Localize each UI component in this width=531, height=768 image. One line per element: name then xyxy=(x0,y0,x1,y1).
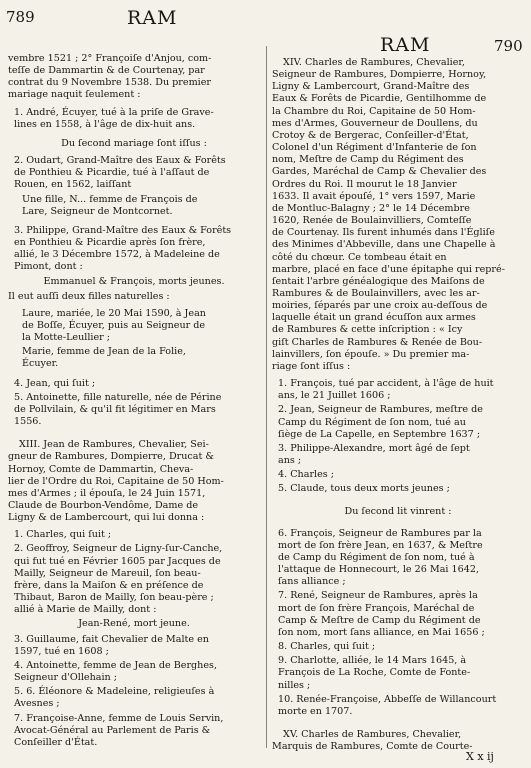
text-line: Eaux & Forêts de Picardie, Gentilhomme de xyxy=(272,93,487,105)
text-line: de Rambures & cette inſcription : « Icy xyxy=(272,324,463,336)
list-item: 5. Antoinette, fille naturelle, née de Périne de Pollvilain, & qu'il fit légitimer en Mars 1556. xyxy=(14,391,222,428)
text-line: Ordres du Roi. Il mourut le 18 Janvier xyxy=(272,178,457,190)
list-item: 4. Jean, qui ſuit ; xyxy=(14,377,96,389)
text-line: de Montluc-Balagny ; 2° le 14 Décembre xyxy=(272,202,470,214)
text-line: giſt Charles de Rambures & Renée de Bou- xyxy=(272,336,483,348)
text-line: ſentait l'arbre généalogique des Maiſons de xyxy=(272,275,485,287)
text-line: lainvillers, ſon épouſe. » Du premier ma- xyxy=(272,348,470,360)
list-item: 2. Oudart, Grand-Maître des Eaux & Forêts de Ponthieu & Picardie, tué à l'aſſaut de Rouen, en 1562, laiſſant xyxy=(14,155,226,191)
list-item: 6. François, Seigneur de Rambures par la mort de ſon frère Jean, en 1637, & Meſtre de Camp du Régiment de ſon nom, tué à l'attaque de Honnecourt, le 26 Mai 1642, ſans alliance ; xyxy=(278,527,483,588)
left-running-title: RAM xyxy=(127,7,178,29)
text-line: Crotoy & de Bergerac, Conſeiller-d'État, xyxy=(272,129,469,141)
text-line: nom, Meſtre de Camp du Régiment des xyxy=(272,154,464,166)
right-page-number: 790 xyxy=(494,37,523,55)
list-item: 8. Charles, qui ſuit ; xyxy=(278,641,376,653)
text-line: Rambures & de Boulainvillers, avec les ar- xyxy=(272,287,480,299)
text-line: de Courtenay. Ils furent inhumés dans l'Égliſe xyxy=(272,227,495,239)
left-page-number: 789 xyxy=(6,8,35,26)
text-line: Gardes, Maréchal de Camp & Chevalier des xyxy=(272,166,487,178)
list-item: 5. Claude, tous deux morts jeunes ; xyxy=(278,483,450,495)
text-line: XV. Charles de Rambures, Chevalier, xyxy=(283,728,462,740)
column-divider xyxy=(266,46,267,748)
text-line: laquelle était un grand écuſſon aux armes xyxy=(272,312,476,324)
text-line: gneur de Rambures, Dompierre, Drucat & xyxy=(8,451,214,463)
text-line: marbre, placé en face d'une épitaphe qui repré- xyxy=(272,263,505,275)
text-line: vembre 1521 ; 2° Françoiſe d'Anjou, com- xyxy=(8,53,212,64)
sub-item: Jean-René, mort jeune. xyxy=(78,618,190,630)
list-item: 3. Philippe-Alexandre, mort âgé de ſept ans ; xyxy=(278,442,470,466)
text-line: 1620, Renée de Boulainvilliers, Comteſſe xyxy=(272,215,472,227)
text-line: mariage naquit ſeulement : xyxy=(8,89,141,101)
sub-item: Une fille, N... femme de François de Lare, Seigneur de Montcornet. xyxy=(22,193,198,217)
text-line: teſſe de Dammartin & de Courtenay, par xyxy=(8,65,205,77)
list-item: 4. Antoinette, femme de Jean de Berghes, Seigneur d'Ollehain ; xyxy=(14,659,217,684)
list-item: 1. Charles, qui ſuit ; xyxy=(14,529,112,541)
text-line: XIV. Charles de Rambures, Chevalier, xyxy=(283,57,465,68)
section-heading: Du ſecond lit vinrent : xyxy=(344,506,452,518)
text-line: mes d'Armes, Gouverneur de Doullens, du xyxy=(272,117,478,129)
text-line: Ligny & de Lambercourt, qui lui donna : xyxy=(8,512,205,524)
list-item: 7. Françoise-Anne, femme de Louis Servin, Avocat-Général au Parlement de Paris & Conſeiller d'État. xyxy=(14,712,224,748)
list-item: 3. Guillaume, fait Chevalier de Malte en 1597, tué en 1608 ; xyxy=(14,633,209,657)
text-line: Colonel d'un Régiment d'Infanterie de ſon xyxy=(272,142,477,154)
list-item: 9. Charlotte, alliée, le 14 Mars 1645, à François de La Roche, Comte de Fonte- nilles ; xyxy=(278,655,471,691)
list-item: 5. 6. Éléonore & Madeleine, religieuſes à Avesnes ; xyxy=(14,686,215,710)
list-item: 1. François, tué par accident, à l'âge de huit ans, le 21 Juillet 1606 ; xyxy=(278,378,494,402)
sub-item: Emmanuel & François, morts jeunes. xyxy=(43,275,225,287)
list-item: 2. Geoffroy, Seigneur de Ligny-ſur-Canche, qui fut tué en Février 1605 par Jacques de Mailly, Seigneur de Mareuil, ſon beau- frère, dans la Maiſon & en préſence de Thibaut, Baron de Mailly, ſon beau-père ; allié à Marie de Mailly, dont : xyxy=(14,543,223,616)
sub-item: Laure, mariée, le 20 Mai 1590, à Jean de Boſſe, Écuyer, puis au Seigneur de la Motte-Leullier ; xyxy=(22,307,206,344)
list-item: 1. André, Écuyer, tué à la priſe de Grave- lines en 1558, à l'âge de dix-huit ans. xyxy=(14,106,214,130)
text-line: XIII. Jean de Rambures, Chevalier, Sei- xyxy=(19,439,209,451)
list-item: 7. René, Seigneur de Rambures, après la mort de ſon frère François, Maréchal de Camp & Meſtre de Camp du Régiment de ſon nom, mort ſans alliance, en Mai 1656 ; xyxy=(278,590,485,638)
right-column xyxy=(272,57,524,753)
list-item: 10. Renée-Françoise, Abbeſſe de Willancourt morte en 1707. xyxy=(278,693,497,717)
text-line: des Minimes d'Abbeville, dans une Chapelle à xyxy=(272,239,496,251)
text-line: contrat du 9 Novembre 1538. Du premier xyxy=(8,77,212,89)
text-line: riage ſont iſſus : xyxy=(272,360,351,372)
text-line: côté du chœur. Ce tombeau était en xyxy=(272,251,447,263)
sub-item: Marie, femme de Jean de la Folie, Écuyer. xyxy=(22,346,186,370)
right-running-title: RAM xyxy=(380,34,431,56)
text-line: lier de l'Ordre du Roi, Capitaine de 50 Hom- xyxy=(8,475,224,487)
text-line: Hornoy, Comte de Dammartin, Cheva- xyxy=(8,463,194,475)
text-line: Marquis de Rambures, Comte de Courte- xyxy=(272,741,473,753)
list-item: 4. Charles ; xyxy=(278,469,334,481)
section-heading: Du ſecond mariage ſont iſſus : xyxy=(61,137,207,149)
list-item: 3. Philippe, Grand-Maître des Eaux & Forêts en Ponthieu & Picardie après ſon frère, allié, le 3 Décembre 1572, à Madeleine de Pimont, dont : xyxy=(14,224,232,273)
text-line: Seigneur de Rambures, Dompierre, Hornoy, xyxy=(272,69,487,81)
text-line: mes d'Armes ; il épouſa, le 24 Juin 1571, xyxy=(8,487,206,499)
text-line: la Chambre du Roi, Capitaine de 50 Hom- xyxy=(272,105,476,117)
list-item: 2. Jean, Seigneur de Rambures, meſtre de Camp du Régiment de ſon nom, tué au ſiège de La Capelle, en Septembre 1637 ; xyxy=(278,404,483,440)
text-line: Claude de Bourbon-Vendôme, Dame de xyxy=(8,500,199,511)
text-line: Il eut auſſi deux filles naturelles : xyxy=(8,290,170,302)
left-column xyxy=(8,53,260,751)
text-line: moiries, ſéparés par une croix au-deſſous de xyxy=(272,300,488,312)
signature-mark: X x ij xyxy=(466,750,494,763)
text-line: Ligny & Lambercourt, Grand-Maître des xyxy=(272,81,470,93)
text-line: 1633. Il avait épouſé, 1° vers 1597, Marie xyxy=(272,190,476,202)
